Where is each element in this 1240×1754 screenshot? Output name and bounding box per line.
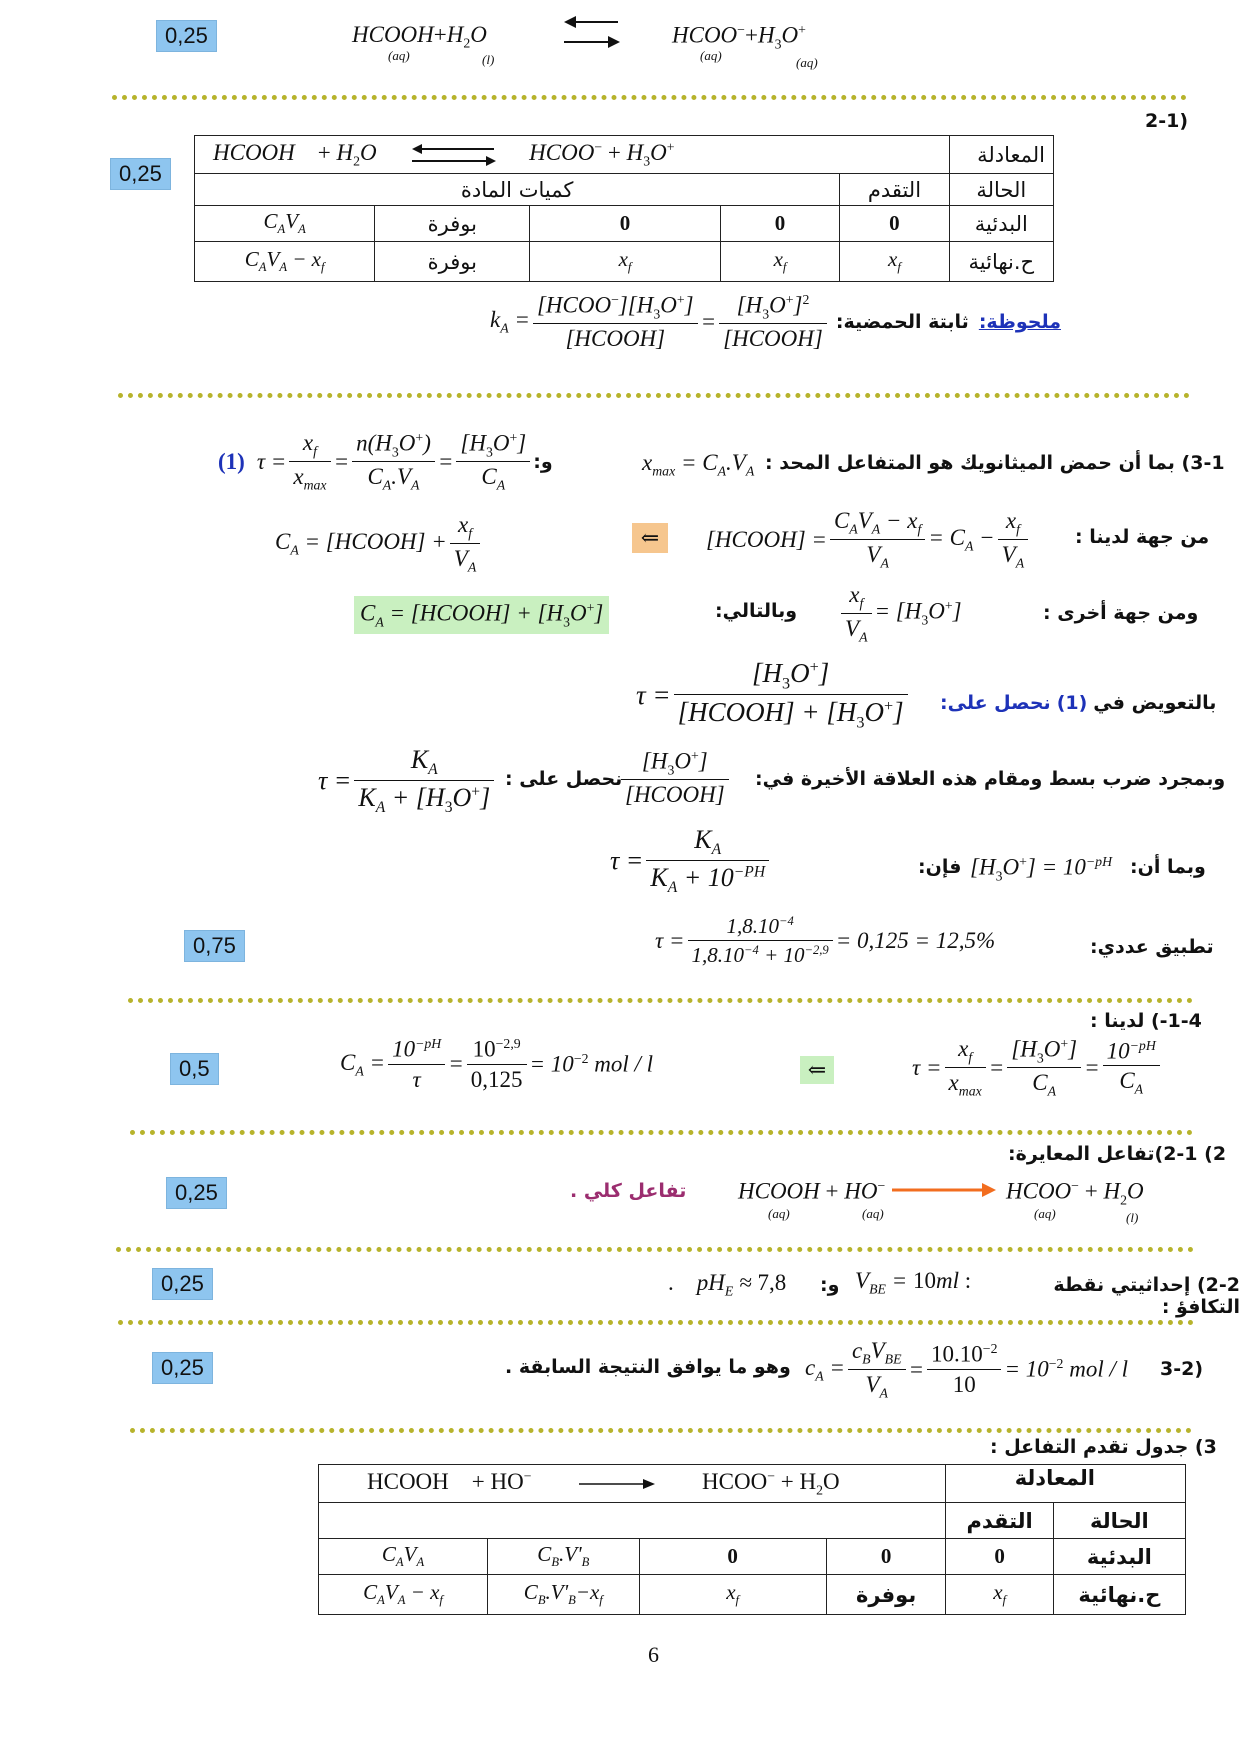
question-3-2: (3-2 [1160,1358,1204,1380]
tau-numeric: τ = $\frac{1,8.10^{-4}}{1,8.10^{-4} + 10^{-2,9}}$ = 0,125 = 12,5% [655,914,996,967]
hcooh-expression: [HCOOH] = $\frac{C_AV_A - x_f}{V_A}$ = $C_A$ − $\frac{x_f}{V_A}$ [706,508,1031,571]
score-badge: 0,75 [184,930,245,962]
state-aq: (aq) [768,1206,790,1221]
progress-table-1: HCOOH + $H_2O$ HCOO− + $H_3O^+$ المعادلة كميات المادة التقدم الحالة $C_AV_A$ بوفرة 0 0 0 البدئية $C_AV_A - x_f$ بوفرة $x_f$ $x_f$ $x_f$ ح.نهائية [194,135,1054,282]
tau-ka-expression: τ = $\frac{K_A}{K_A + [H_3O^+]}$ [318,745,497,817]
separator [118,393,1190,398]
ca-titration: $c_A$ = $\frac{c_BV_{BE}}{V_A}$ = $\frac{10.10^{-2}}{10}$ = $10^{-2}$ mol / l [805,1338,1128,1401]
state-aq: (aq) [862,1206,884,1221]
on-other-hand: ومن جهة أخرى : [1043,602,1199,624]
tau-1-4: τ = $\frac{x_f}{x_{max}}$ = $\frac{[H_3O^+]}{C_A}$ = $\frac{10^{-pH}}{C_A}$ [912,1036,1163,1100]
reaction-arrow-icon [577,1476,657,1492]
vbe: $V_{BE} = 10ml$ : [855,1268,972,1297]
therefore: وبالتالي: [715,600,798,622]
acidity-note: $k_A$ = $\frac{[HCOO^-][H_3O^+]}{\text{[HCOOH]}}$ = $\frac{[H_3O^+]^2}{\text{[HCOOH]}}$ ثابتة الحمضية: ملحوظة: [490,292,1061,352]
since: وبما أن: [1130,856,1206,878]
h3o-ph: $[H_3O^+] = 10^{-pH}$ [970,854,1113,884]
multiply-text: وبمجرد ضرب بسط ومقام هذه العلاقة الأخيرة في: [755,768,1226,790]
and-label: و: [820,1274,840,1296]
score-badge: 0,25 [152,1352,213,1384]
separator [112,95,1187,100]
we-get-2: نحصل على : [505,768,623,790]
state-aq: (aq) [796,55,818,70]
q32-tail: وهو ما يوافق النتيجة السابقة . [505,1356,791,1378]
xf-over-va: $\frac{x_f}{V_A}$ = $[H_3O^+]$ [838,582,962,645]
equilibrium-arrow-icon [560,14,622,50]
score-badge: 0,25 [110,158,171,190]
score-badge: 0,25 [152,1268,213,1300]
separator [128,998,1193,1003]
tau-substituted: τ = $\frac{[H_3O^+]}{[HCOOH] + [H_3O^+]}$ [636,658,911,733]
question-2-2: 2-2) إحداثيتي نقطة التكافؤ : [1053,1274,1240,1318]
on-one-hand: من جهة لدينا : [1075,526,1210,548]
separator [116,1247,1194,1252]
score-badge: 0,25 [156,20,217,52]
ca-expression-2: $C_A$ = [HCOOH] + $[H_3O^+]$ [354,596,609,634]
multiplier: $\frac{[H_3O^+]}{\text{[HCOOH]}}$ [618,748,732,808]
question-2-1: 2) 2-1)تفاعل المعايرة: [1008,1143,1227,1165]
reaction-arrow-icon [890,1180,998,1200]
state-l: (l) [482,52,495,67]
implies-arrow-icon: ⇐ [632,523,668,553]
implies-arrow-icon: ⇐ [800,1056,834,1084]
then: فإن: [918,856,962,878]
substituting-text: بالتعويض في (1) نحصل على: [940,692,1217,714]
titration-products: HCOO− + $H_2O$ [1006,1178,1144,1208]
part-label: (2-1 [1145,110,1189,132]
state-aq: (aq) [388,48,410,63]
ca-expression-1: $C_A$ = [HCOOH] + $\frac{x_f}{V_A}$ [275,512,483,575]
products-equation: $HCOO^-+H_3O^+$ [672,22,806,52]
ca-numeric: $C_A$ = $\frac{10^{-pH}}{\tau}$ = $\frac{10^{-2,9}}{0,125}$ = $10^{-2}$ mol / l [340,1036,654,1092]
page-number: 6 [648,1642,659,1667]
state-aq: (aq) [700,48,722,63]
separator [130,1428,1192,1433]
score-badge: 0,25 [166,1177,227,1209]
total-reaction: تفاعل كلي . [570,1180,687,1202]
equivalence-point: . $pH_E \approx 7,8$ [668,1270,787,1299]
numeric-app: تطبيق عددي: [1090,936,1214,958]
progress-table-2: HCOOH + HO− HCOO− + $H_2O$ المعادلة التقدم الحالة $C_AV_A$ $C_B.V'_B$ 0 0 0 البدئية $C_AV_A - x_f$ $C_B.V'_B-x_f$ $x_f$ بوفرة $x_f$ ح.نهائية [318,1464,1186,1615]
state-aq: (aq) [1034,1206,1056,1221]
tau-definition: (1) τ = $\frac{x_f}{x_{max}}$ = $\frac{n(H_3O^+)}{C_A.V_A}$ = $\frac{[H_3O^+]}{C_A}$ و: [218,430,553,493]
equilibrium-equation: $HCOOH+H_2O$ [352,22,487,51]
question-3-1: 3-1) بما أن حمض الميثانويك هو المتفاعل المحد : [765,452,1225,474]
equilibrium-arrow-icon [408,142,498,168]
tau-ph-expression: τ = $\frac{K_A}{K_A + 10^{-PH}}$ [610,825,772,897]
separator [118,1320,1194,1325]
question-1-4: 1-4-) لدينا : [1090,1010,1202,1032]
question-3: 3) جدول تقدم التفاعل : [990,1436,1217,1458]
titration-reactants: HCOOH + HO− [738,1178,886,1204]
state-l: (l) [1126,1210,1139,1225]
score-badge: 0,5 [170,1053,219,1085]
separator [130,1130,1193,1135]
xmax-expression: $x_{max} = C_A.V_A$ [642,450,755,479]
